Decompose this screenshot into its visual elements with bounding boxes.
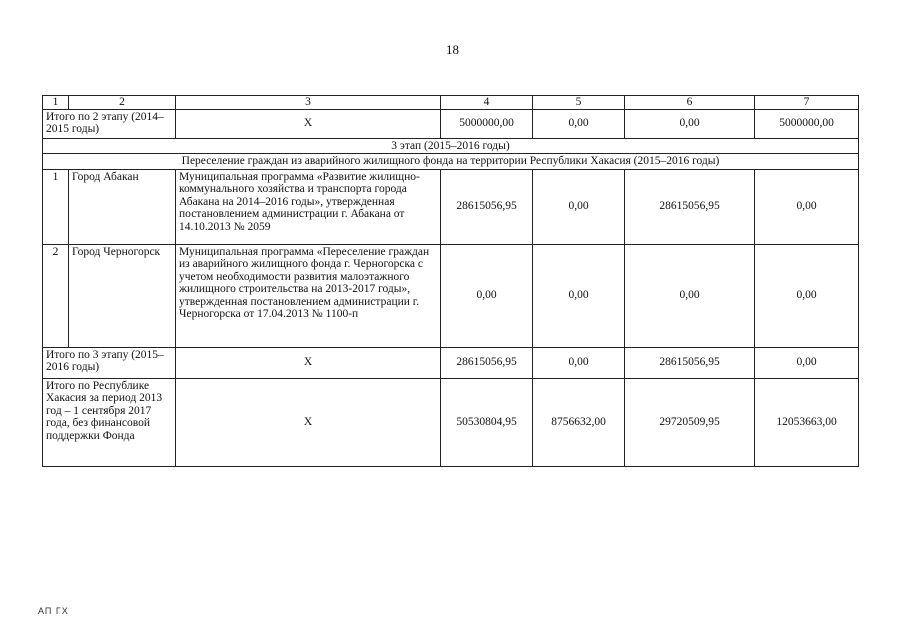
col-header-7: 7: [755, 96, 859, 110]
row-label: Итого по 2 этапу (2014–2015 годы): [43, 109, 176, 138]
value-col5: 0,00: [533, 347, 625, 378]
col-header-6: 6: [625, 96, 755, 110]
program-cell: Х: [176, 109, 441, 138]
value-col4: 28615056,95: [441, 347, 533, 378]
municipality: Город Черногорск: [69, 244, 176, 347]
footer-mark: АП ГХ: [38, 606, 69, 616]
column-number-row: [43, 96, 859, 110]
col-header-5: 5: [533, 96, 625, 110]
value-col7: 0,00: [755, 244, 859, 347]
col-header-2: 2: [69, 96, 176, 110]
value-col5: 0,00: [533, 244, 625, 347]
stage2-total-row: [43, 109, 859, 138]
row-number: 2: [43, 244, 69, 347]
value-col7: 5000000,00: [755, 109, 859, 138]
value-col4: 0,00: [441, 244, 533, 347]
program-cell: Х: [176, 347, 441, 378]
value-col6: 29720509,95: [625, 378, 755, 466]
value-col5: 8756632,00: [533, 378, 625, 466]
row-label: Итого по Республике Хакасия за период 2013 год – 1 сентября 2017 года, без финансовой поддержки Фонда: [43, 378, 176, 466]
section-header-row: [43, 154, 859, 170]
value-col6: 28615056,95: [625, 169, 755, 244]
value-col7: 12053663,00: [755, 378, 859, 466]
stage3-total-row: [43, 347, 859, 378]
stage3-header: 3 этап (2015–2016 годы): [43, 138, 859, 154]
page-number: 18: [446, 42, 459, 57]
municipality: Город Абакан: [69, 169, 176, 244]
value-col7: 0,00: [755, 347, 859, 378]
republic-total-row: [43, 378, 859, 466]
program-description: Муниципальная программа «Развитие жилищно-коммунального хозяйства и транспорта города Абакана на 2014–2016 годы», утвержденная постановлением администрации г. Абакана от 14.10.2013 № 2059: [176, 169, 441, 244]
col-header-4: 4: [441, 96, 533, 110]
value-col5: 0,00: [533, 169, 625, 244]
row-number: 1: [43, 169, 69, 244]
value-col4: 5000000,00: [441, 109, 533, 138]
row-label: Итого по 3 этапу (2015–2016 годы): [43, 347, 176, 378]
stage3-header-row: [43, 138, 859, 154]
col-header-3: 3: [176, 96, 441, 110]
value-col7: 0,00: [755, 169, 859, 244]
value-col6: 0,00: [625, 244, 755, 347]
program-description: Муниципальная программа «Переселение граждан из аварийного жилищного фонда г. Черногорска с учетом необходимости развития малоэтажного жилищного строительства на 2013-2017 годы», утвержденная постановлением администрации г. Черногорска от 17.04.2013 № 1100-п: [176, 244, 441, 347]
value-col6: 0,00: [625, 109, 755, 138]
col-header-1: 1: [43, 96, 69, 110]
table-row: [43, 244, 859, 347]
value-col4: 28615056,95: [441, 169, 533, 244]
funding-table: [42, 95, 859, 467]
value-col4: 50530804,95: [441, 378, 533, 466]
value-col6: 28615056,95: [625, 347, 755, 378]
section-header: Переселение граждан из аварийного жилищного фонда на территории Республики Хакасия (2015–2016 годы): [43, 154, 859, 170]
program-cell: Х: [176, 378, 441, 466]
value-col5: 0,00: [533, 109, 625, 138]
table-row: [43, 169, 859, 244]
